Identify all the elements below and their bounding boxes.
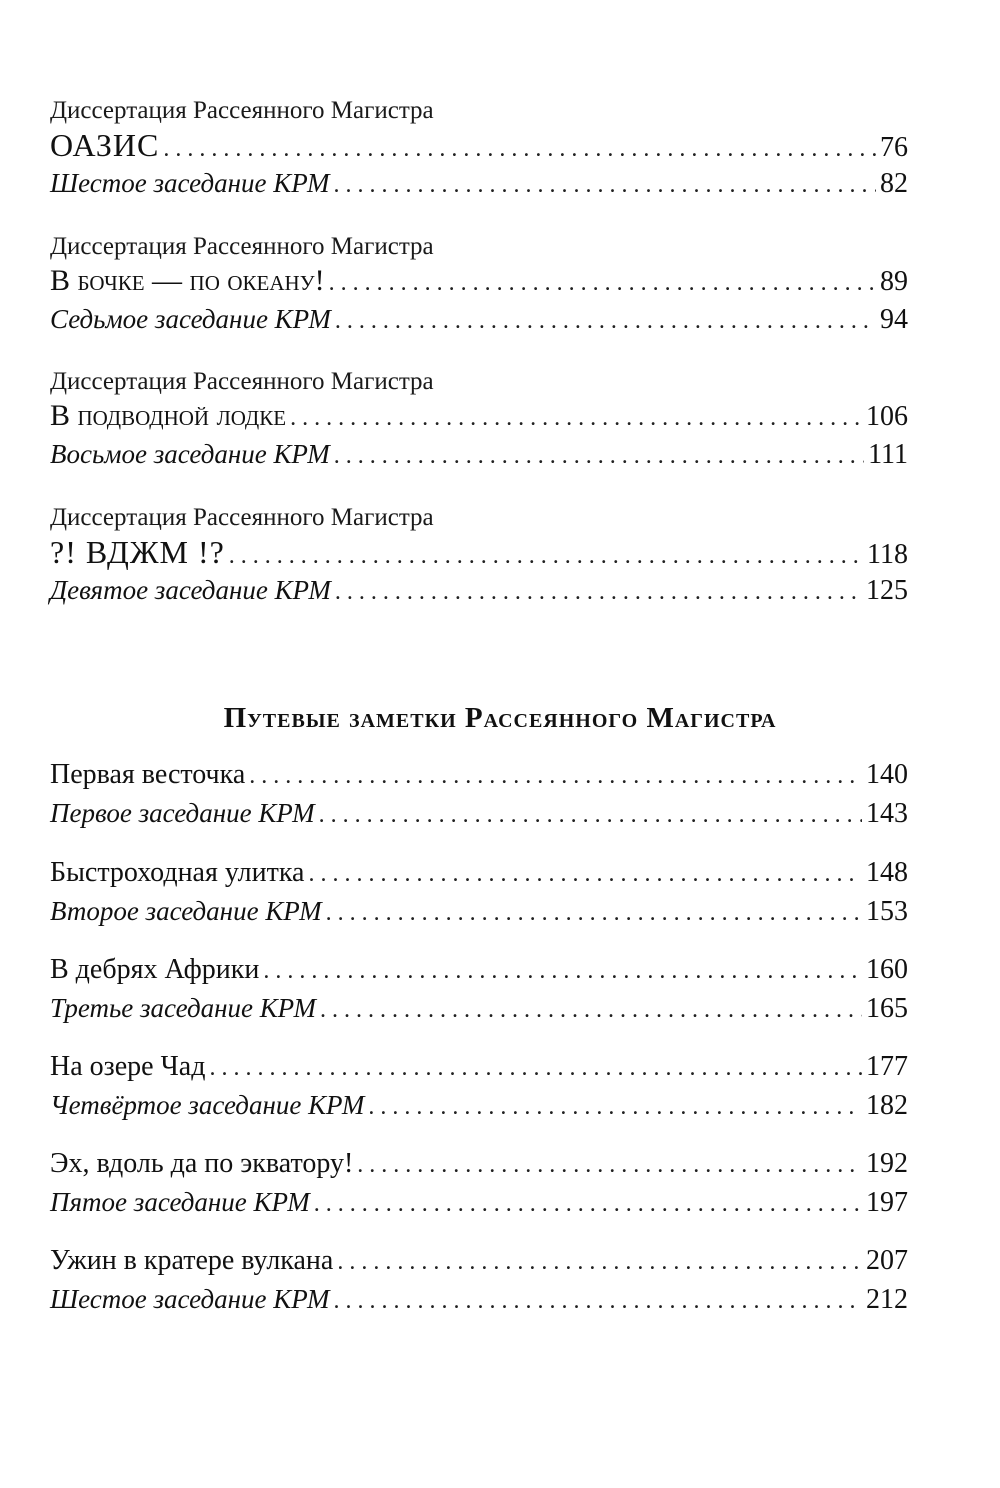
dissertation-kicker: Диссертация Рассеянного Магистра <box>50 368 434 395</box>
toc-entry[interactable] <box>50 397 908 435</box>
toc-meeting-title: Пятое заседание КРМ <box>50 1187 310 1217</box>
toc-meeting-page: 143 <box>866 798 908 829</box>
toc-entry-meeting[interactable] <box>50 1280 908 1318</box>
toc-group-3 <box>50 367 908 473</box>
dot-leader <box>334 166 876 204</box>
toc-entry[interactable] <box>50 533 908 571</box>
toc-group-2 <box>50 232 908 338</box>
toc-group-10 <box>50 1242 908 1318</box>
toc-meeting-page: 212 <box>866 1284 908 1315</box>
dot-leader <box>368 1088 862 1126</box>
dot-leader <box>334 437 864 475</box>
toc-group-8 <box>50 1048 908 1124</box>
toc-meeting-title: Второе заседание КРМ <box>50 896 322 926</box>
toc-entry[interactable] <box>50 854 908 892</box>
toc-entry-title: ОАЗИС <box>50 127 160 163</box>
toc-entry-page: 207 <box>866 1245 908 1276</box>
toc-group-5 <box>50 756 908 832</box>
toc-entry-title: В подводной лодке <box>50 399 287 432</box>
toc-meeting-title: Шестое заседание КРМ <box>50 168 330 198</box>
toc-entry-meeting[interactable] <box>50 892 908 930</box>
dot-leader <box>308 855 862 893</box>
toc-meeting-page: 111 <box>868 439 908 470</box>
toc-entry-page: 192 <box>866 1148 908 1179</box>
toc-meeting-page: 153 <box>866 896 908 927</box>
toc-entry-page: 106 <box>866 401 908 432</box>
toc-meeting-page: 94 <box>880 304 908 335</box>
dot-leader <box>337 1243 862 1281</box>
dot-leader <box>334 1282 862 1320</box>
toc-group-6 <box>50 854 908 930</box>
toc-group-1 <box>50 96 908 202</box>
toc-entry-title: В бочке — по океану! <box>50 264 325 297</box>
toc-entry-page: 140 <box>866 759 908 790</box>
toc-meeting-page: 165 <box>866 993 908 1024</box>
dot-leader <box>263 952 862 990</box>
dot-leader <box>290 399 862 437</box>
toc-entry-meeting[interactable] <box>50 164 908 202</box>
toc-entry-meeting[interactable] <box>50 300 908 338</box>
toc-entry-meeting[interactable] <box>50 794 908 832</box>
toc-group-9 <box>50 1145 908 1221</box>
toc-entry-title: ?! ВДЖМ !? <box>50 534 225 570</box>
toc-entry-title: На озере Чад <box>50 1051 206 1082</box>
toc-entry-meeting[interactable] <box>50 435 908 473</box>
toc-entry-title: Первая весточка <box>50 759 246 790</box>
dot-leader <box>329 264 876 302</box>
toc-entry[interactable] <box>50 1145 908 1183</box>
toc-entry[interactable] <box>50 1242 908 1280</box>
toc-entry-meeting[interactable] <box>50 1086 908 1124</box>
dot-leader <box>314 1185 862 1223</box>
dot-leader <box>326 894 862 932</box>
toc-entry-meeting[interactable] <box>50 989 908 1027</box>
toc-meeting-title: Шестое заседание КРМ <box>50 1284 330 1314</box>
toc-entry[interactable] <box>50 262 908 300</box>
toc-entry-title: Эх, вдоль да по экватору! <box>50 1148 354 1179</box>
dot-leader <box>335 573 862 611</box>
toc-group-7 <box>50 951 908 1027</box>
toc-meeting-page: 125 <box>866 575 908 606</box>
toc-entry-page: 118 <box>867 539 908 570</box>
toc-entry-title: Быстроходная улитка <box>50 857 305 888</box>
dissertation-kicker: Диссертация Рассеянного Магистра <box>50 233 434 260</box>
dot-leader <box>319 796 862 834</box>
dot-leader <box>335 302 876 340</box>
toc-meeting-page: 197 <box>866 1187 908 1218</box>
toc-entry-meeting[interactable] <box>50 571 908 609</box>
toc-meeting-title: Восьмое заседание КРМ <box>50 439 330 469</box>
toc-entry-page: 160 <box>866 954 908 985</box>
toc-entry-title: Ужин в кратере вулкана <box>50 1245 334 1276</box>
toc-entry[interactable] <box>50 756 908 794</box>
section-heading: Путевые заметки Рассеянного Магистра <box>223 702 777 734</box>
toc-entry-page: 76 <box>880 132 908 163</box>
dot-leader <box>357 1146 862 1184</box>
toc-meeting-title: Четвёртое заседание КРМ <box>50 1090 365 1120</box>
toc-entry-page: 148 <box>866 857 908 888</box>
dissertation-kicker: Диссертация Рассеянного Магистра <box>50 97 434 124</box>
toc-meeting-title: Седьмое заседание КРМ <box>50 304 331 334</box>
toc-entry[interactable] <box>50 126 908 164</box>
dissertation-kicker: Диссертация Рассеянного Магистра <box>50 504 434 531</box>
toc-meeting-title: Первое заседание КРМ <box>50 798 315 828</box>
toc-entry-page: 89 <box>880 266 908 297</box>
toc-meeting-page: 82 <box>880 168 908 199</box>
toc-meeting-title: Девятое заседание КРМ <box>50 575 331 605</box>
dot-leader <box>320 991 862 1029</box>
toc-meeting-title: Третье заседание КРМ <box>50 993 316 1023</box>
dot-leader <box>249 757 862 795</box>
toc-entry-title: В дебрях Африки <box>50 954 260 985</box>
toc-entry-meeting[interactable] <box>50 1183 908 1221</box>
dot-leader <box>209 1049 862 1087</box>
toc-entry-page: 177 <box>866 1051 908 1082</box>
dot-leader <box>163 130 876 168</box>
toc-group-4 <box>50 503 908 609</box>
toc-meeting-page: 182 <box>866 1090 908 1121</box>
toc-entry[interactable] <box>50 1048 908 1086</box>
dot-leader <box>229 537 863 575</box>
toc-entry[interactable] <box>50 951 908 989</box>
